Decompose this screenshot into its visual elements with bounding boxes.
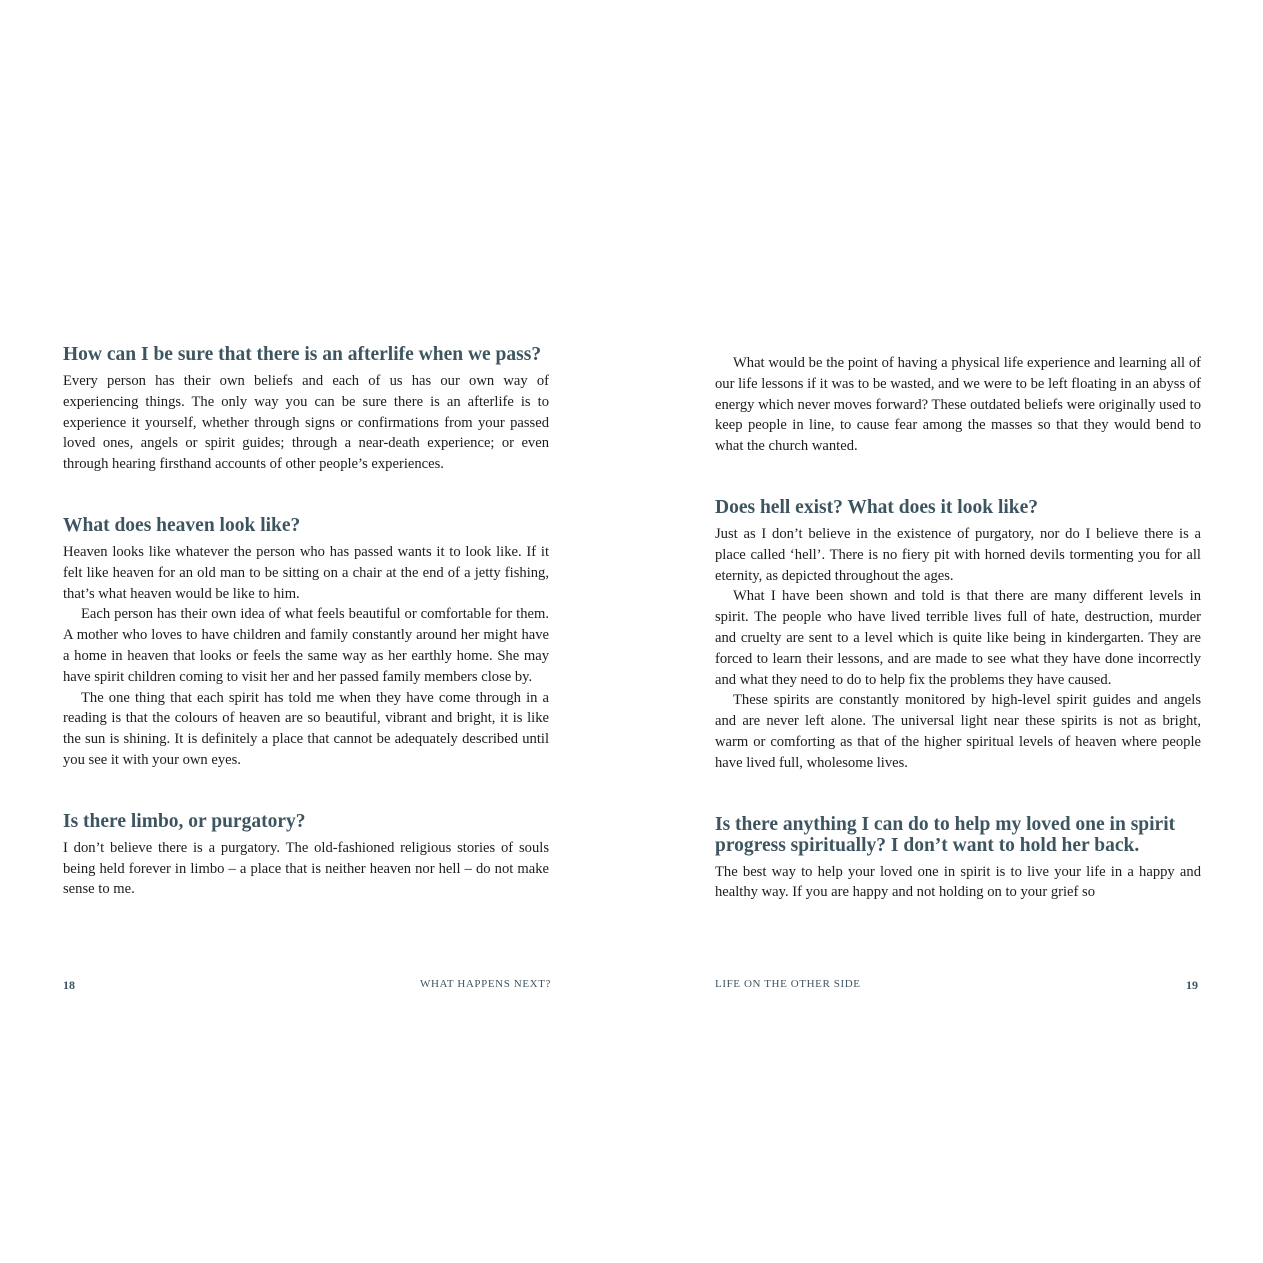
paragraph: Every person has their own beliefs and each of us has our own way of experiencing things. The only way you can be sure there is an afterlife is to experience it yourself, whether through signs or confirmations from your passed loved ones, angels or spirit guides; through a near-death experience; or even through hearing firsthand accounts of other people’s experiences. bbox=[63, 373, 549, 473]
left-running-head: WHAT HAPPENS NEXT? bbox=[420, 978, 551, 990]
section-hell bbox=[715, 497, 1201, 774]
right-page bbox=[715, 353, 1201, 943]
section-heading: What does heaven look like? bbox=[63, 514, 301, 536]
paragraph: The best way to help your loved one in spirit is to live your life in a happy and healthy way. If you are happy and not holding on to your grief so bbox=[715, 863, 1201, 901]
section-heading: Is there anything I can do to help my loved one in spirit progress spiritually? I don’t want to hold her back. bbox=[715, 813, 1176, 856]
right-folio bbox=[1186, 978, 1198, 993]
right-running-head: LIFE ON THE OTHER SIDE bbox=[715, 978, 861, 990]
paragraph: Each person has their own idea of what feels beautiful or comfortable for them. A mother who loves to have children and family constantly around her might have a home in heaven that looks or feels the same way as her earthly home. She may have spirit children coming to visit her and her passed family members close by. bbox=[63, 606, 549, 685]
section-heading: Does hell exist? What does it look like? bbox=[715, 496, 1039, 518]
page-number: 18 bbox=[63, 978, 75, 992]
paragraph: I don’t believe there is a purgatory. The old-fashioned religious stories of souls being held forever in limbo – a place that is neither heaven nor hell – do not make sense to me. bbox=[63, 839, 549, 898]
paragraph: The one thing that each spirit has told me when they have come through in a reading is that the colours of heaven are so beautiful, vibrant and bright, it is like the sun is shining. It is definitely a place that cannot be adequately described until you see it with your own eyes. bbox=[63, 689, 549, 768]
paragraph: These spirits are constantly monitored by high-level spirit guides and angels and are never left alone. The universal light near these spirits is not as bright, warm or comforting as that of the higher spiritual levels of heaven where people have lived full, wholesome lives. bbox=[715, 692, 1201, 771]
page-number: 19 bbox=[1186, 978, 1198, 992]
section-heaven bbox=[63, 515, 549, 771]
paragraph: What I have been shown and told is that there are many different levels in spirit. The people who have lived terrible lives full of hate, destruction, murder and cruelty are sent to a level which is quite like being in kindergarten. They are forced to learn their lessons, and are made to see what they have done incorrectly and what they need to do to help fix the problems they have caused. bbox=[715, 588, 1201, 688]
section-afterlife bbox=[63, 344, 549, 475]
section-purgatory bbox=[63, 811, 549, 900]
section-intro bbox=[715, 353, 1201, 457]
paragraph: What would be the point of having a physical life experience and learning all of our life lessons if it was to be wasted, and we were to be left floating in an abyss of energy which never moves forward? These outdated beliefs were originally used to keep people in line, to cause fear among the masses so that they would bend to what the church wanted. bbox=[715, 355, 1201, 455]
paragraph: Heaven looks like whatever the person who has passed wants it to look like. If it felt like heaven for an old man to be sitting on a chair at the end of a jetty fishing, that’s what heaven would be like to him. bbox=[63, 543, 549, 602]
paragraph: Just as I don’t believe in the existence of purgatory, nor do I believe there is a place called ‘hell’. There is no fiery pit with horned devils tormenting you for all eternity, as depicted throughout the ages. bbox=[715, 525, 1201, 584]
left-folio bbox=[63, 978, 75, 993]
section-heading: How can I be sure that there is an afterlife when we pass? bbox=[63, 344, 542, 365]
section-help-loved-one bbox=[715, 814, 1201, 904]
left-page bbox=[63, 344, 549, 940]
section-heading: Is there limbo, or purgatory? bbox=[63, 810, 306, 832]
